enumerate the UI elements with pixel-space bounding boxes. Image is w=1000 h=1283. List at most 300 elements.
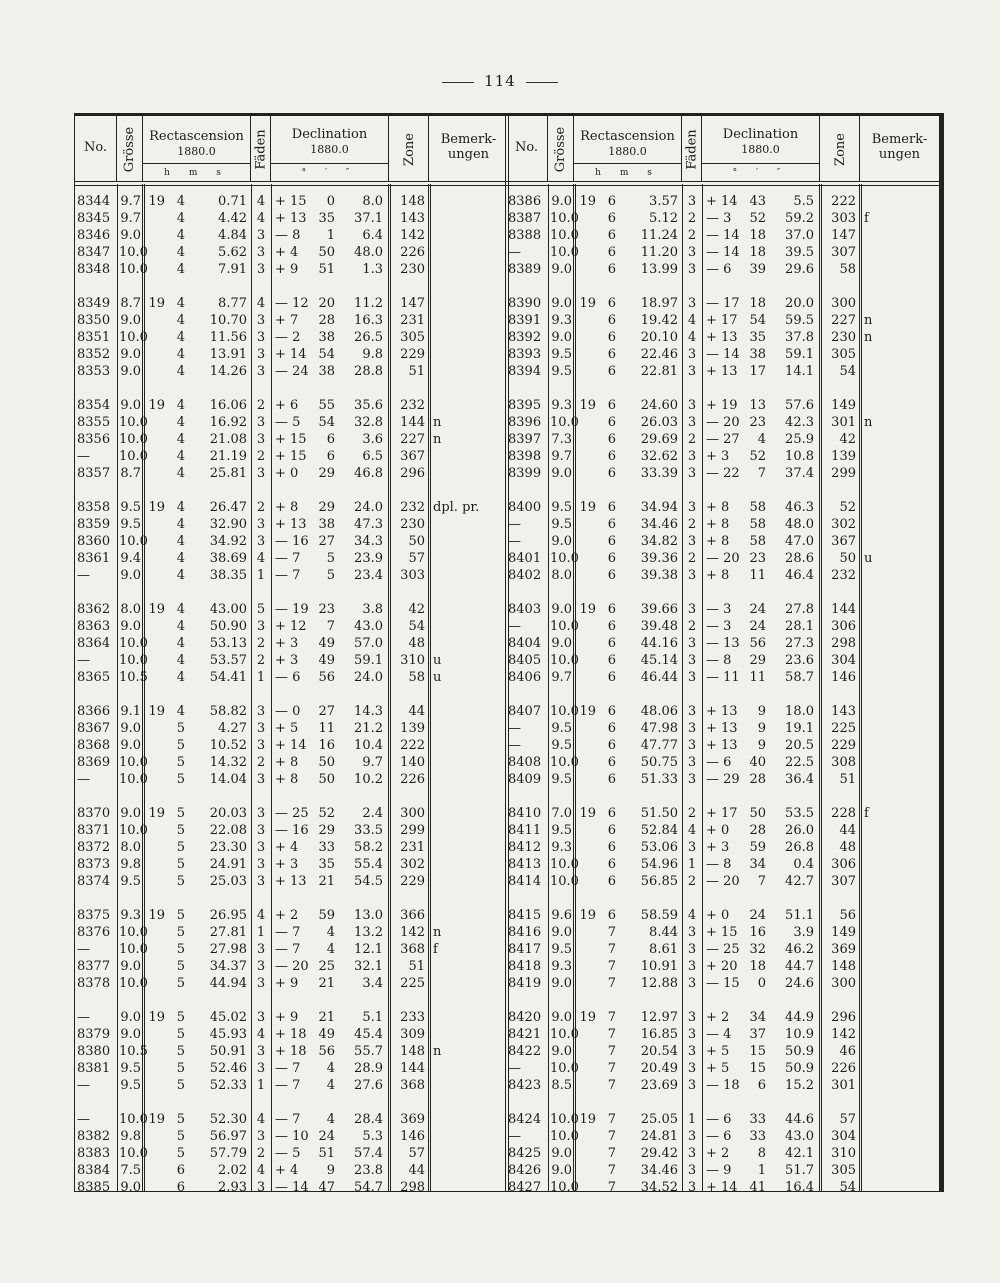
cell-no: 8394 [508, 364, 542, 379]
cell-dec-sec: 2.4 [362, 806, 383, 821]
table-row [506, 771, 939, 788]
cell-groesse: 9.0 [551, 925, 572, 940]
cell-dec-min: 59 [749, 840, 766, 855]
cell-groesse: 10.0 [119, 925, 148, 940]
cell-ra-m: 5 [176, 908, 185, 923]
cell-ra-h: 19 [148, 500, 165, 515]
table-row [506, 1179, 939, 1196]
cell-dec-deg: + 19 [706, 398, 738, 413]
cell-faeden: 2 [256, 449, 266, 464]
cell-ra-s: 47.98 [640, 721, 678, 736]
cell-groesse: 10.0 [550, 211, 579, 226]
cell-groesse: 9.0 [120, 1180, 141, 1195]
cell-dec-sec: 9.8 [362, 347, 383, 362]
cell-dec-deg: — 14 [706, 228, 740, 243]
cell-dec-sec: 37.0 [785, 228, 814, 243]
cell-ra-s: 52.30 [209, 1112, 247, 1127]
cell-faeden: 3 [687, 347, 697, 362]
cell-faeden: 2 [687, 551, 697, 566]
cell-ra-s: 11.24 [640, 228, 678, 243]
cell-dec-sec: 44.9 [785, 1010, 814, 1025]
cell-dec-min: 21 [318, 1010, 335, 1025]
cell-dec-sec: 32.8 [354, 415, 383, 430]
cell-ra-m: 6 [607, 262, 616, 277]
cell-ra-s: 16.85 [640, 1027, 678, 1042]
cell-no: 8361 [77, 551, 111, 566]
cell-faeden: 4 [256, 194, 266, 209]
cell-dec-min: 59 [318, 908, 335, 923]
cell-no: 8359 [77, 517, 111, 532]
cell-dec-min: 23 [749, 551, 766, 566]
cell-dec-min: 29 [318, 823, 335, 838]
cell-ra-s: 2.93 [218, 1180, 247, 1195]
cell-no: 8412 [508, 840, 542, 855]
cell-ra-s: 12.88 [640, 976, 678, 991]
cell-ra-m: 4 [176, 466, 185, 481]
cell-dec-sec: 23.8 [354, 1163, 383, 1178]
table-row [75, 227, 508, 244]
table-row [506, 856, 939, 873]
cell-dec-min: 23 [749, 415, 766, 430]
cell-groesse: 9.0 [551, 636, 572, 651]
cell-ra-s: 27.98 [209, 942, 247, 957]
header-no-label: No. [514, 140, 539, 155]
cell-no: 8358 [77, 500, 111, 515]
cell-ra-s: 39.66 [640, 602, 678, 617]
cell-dec-min: 7 [757, 466, 766, 481]
cell-ra-m: 4 [176, 602, 185, 617]
cell-zone: 232 [400, 500, 425, 515]
cell-no: 8426 [508, 1163, 542, 1178]
cell-dec-sec: 57.6 [785, 398, 814, 413]
table-row [75, 601, 508, 618]
cell-dec-deg: — 14 [706, 347, 740, 362]
cell-ra-m: 6 [607, 857, 616, 872]
cell-faeden: 3 [256, 364, 266, 379]
cell-groesse: 8.7 [120, 296, 141, 311]
table-row [506, 822, 939, 839]
cell-ra-m: 7 [607, 976, 616, 991]
cell-groesse: 10.0 [550, 1112, 579, 1127]
header-rectascension [574, 116, 682, 181]
cell-no: 8364 [77, 636, 111, 651]
table-row [75, 618, 508, 635]
cell-dec-deg: — 16 [275, 534, 309, 549]
cell-no: 8372 [77, 840, 111, 855]
cell-dec-deg: — 7 [275, 1078, 301, 1093]
cell-zone: 310 [400, 653, 425, 668]
cell-dec-min: 55 [318, 398, 335, 413]
cell-dec-min: 50 [318, 772, 335, 787]
cell-ra-h: 19 [148, 806, 165, 821]
cell-groesse: 9.0 [551, 976, 572, 991]
table-row [75, 295, 508, 312]
cell-ra-h: 19 [579, 500, 596, 515]
cell-dec-min: 25 [318, 959, 335, 974]
cell-dec-deg: — 25 [706, 942, 740, 957]
cell-dec-min: 1 [757, 1163, 766, 1178]
cell-ra-m: 5 [176, 1027, 185, 1042]
table-row [506, 329, 939, 346]
cell-dec-min: 28 [318, 313, 335, 328]
cell-dec-min: 16 [318, 738, 335, 753]
cell-ra-m: 5 [176, 772, 185, 787]
cell-groesse: 10.0 [119, 1112, 148, 1127]
cell-ra-m: 6 [607, 245, 616, 260]
table-row [506, 975, 939, 992]
cell-ra-h: 19 [148, 704, 165, 719]
cell-ra-m: 6 [607, 806, 616, 821]
cell-dec-deg: — 4 [706, 1027, 732, 1042]
cell-groesse: 10.0 [119, 432, 148, 447]
cell-zone: 54 [839, 364, 856, 379]
cell-dec-deg: + 14 [275, 738, 307, 753]
cell-dec-deg: + 4 [275, 840, 299, 855]
cell-dec-sec: 26.8 [785, 840, 814, 855]
cell-dec-min: 50 [318, 245, 335, 260]
cell-dec-deg: — 15 [706, 976, 740, 991]
cell-no: — [77, 1078, 90, 1093]
cell-dec-deg: + 13 [706, 721, 738, 736]
table-row [75, 346, 508, 363]
cell-ra-s: 8.61 [649, 942, 678, 957]
cell-ra-m: 6 [607, 704, 616, 719]
cell-faeden: 3 [687, 1010, 697, 1025]
cell-groesse: 9.0 [551, 1163, 572, 1178]
cell-ra-m: 6 [607, 330, 616, 345]
cell-dec-sec: 55.4 [354, 857, 383, 872]
cell-ra-s: 32.90 [209, 517, 247, 532]
cell-ra-m: 6 [607, 194, 616, 209]
cell-ra-m: 4 [176, 704, 185, 719]
cell-dec-deg: — 20 [706, 874, 740, 889]
cell-ra-s: 39.36 [640, 551, 678, 566]
cell-ra-s: 38.35 [209, 568, 247, 583]
cell-dec-min: 33 [749, 1129, 766, 1144]
cell-dec-sec: 58.7 [785, 670, 814, 685]
cell-ra-s: 45.14 [640, 653, 678, 668]
cell-zone: 48 [839, 840, 856, 855]
cell-faeden: 4 [256, 1112, 266, 1127]
cell-faeden: 1 [687, 857, 697, 872]
cell-zone: 148 [400, 194, 425, 209]
table-row [75, 1111, 508, 1128]
cell-dec-deg: + 3 [275, 636, 299, 651]
cell-faeden: 2 [256, 755, 266, 770]
cell-ra-s: 26.95 [209, 908, 247, 923]
cell-ra-s: 5.12 [649, 211, 678, 226]
cell-dec-sec: 28.4 [354, 1112, 383, 1127]
cell-ra-s: 38.69 [209, 551, 247, 566]
cell-faeden: 3 [687, 194, 697, 209]
cell-groesse: 10.0 [119, 942, 148, 957]
table-row [75, 941, 508, 958]
cell-no: 8423 [508, 1078, 542, 1093]
cell-dec-deg: + 4 [275, 245, 299, 260]
cell-no: 8357 [77, 466, 111, 481]
table-row [75, 567, 508, 584]
header-zone-rot [830, 124, 850, 174]
cell-faeden: 3 [256, 313, 266, 328]
cell-bemerk: f [864, 806, 869, 821]
table-row [75, 1128, 508, 1145]
cell-no: 8347 [77, 245, 111, 260]
cell-faeden: 3 [687, 704, 697, 719]
cell-no: — [77, 568, 90, 583]
table-row [75, 975, 508, 992]
cell-no: 8414 [508, 874, 542, 889]
cell-dec-deg: + 8 [275, 772, 299, 787]
cell-dec-deg: — 3 [706, 619, 732, 634]
cell-ra-s: 3.57 [649, 194, 678, 209]
cell-ra-s: 27.81 [209, 925, 247, 940]
table-row [75, 703, 508, 720]
cell-ra-h: 19 [148, 296, 165, 311]
cell-ra-m: 6 [607, 364, 616, 379]
cell-ra-m: 7 [607, 1112, 616, 1127]
cell-faeden: 3 [256, 415, 266, 430]
cell-no: 8351 [77, 330, 111, 345]
cell-groesse: 10.0 [550, 704, 579, 719]
cell-ra-m: 4 [176, 449, 185, 464]
cell-zone: 304 [831, 1129, 856, 1144]
cell-faeden: 3 [256, 432, 266, 447]
cell-no: 8419 [508, 976, 542, 991]
cell-dec-deg: — 8 [706, 857, 732, 872]
table-row [75, 754, 508, 771]
cell-groesse: 9.0 [551, 262, 572, 277]
cell-ra-s: 34.94 [640, 500, 678, 515]
cell-groesse: 9.3 [120, 908, 141, 923]
cell-zone: 305 [831, 1163, 856, 1178]
cell-faeden: 3 [256, 806, 266, 821]
cell-faeden: 3 [687, 262, 697, 277]
cell-groesse: 9.1 [120, 704, 141, 719]
cell-dec-sec: 5.5 [793, 194, 814, 209]
cell-faeden: 4 [256, 211, 266, 226]
cell-faeden: 3 [256, 245, 266, 260]
cell-dec-deg: — 20 [706, 551, 740, 566]
cell-dec-deg: — 6 [706, 262, 732, 277]
cell-faeden: 3 [256, 330, 266, 345]
header-bemerkungen [860, 116, 939, 181]
cell-dec-deg: + 17 [706, 313, 738, 328]
cell-ra-s: 47.77 [640, 738, 678, 753]
cell-ra-m: 6 [607, 823, 616, 838]
cell-ra-s: 34.46 [640, 1163, 678, 1178]
cell-ra-m: 5 [176, 959, 185, 974]
cell-dec-deg: — 19 [275, 602, 309, 617]
cell-groesse: 9.7 [551, 670, 572, 685]
header-dec-title: Declination [722, 127, 799, 142]
cell-dec-min: 20 [318, 296, 335, 311]
cell-no: 8378 [77, 976, 111, 991]
cell-dec-sec: 23.4 [354, 568, 383, 583]
cell-dec-min: 16 [749, 925, 766, 940]
cell-dec-min: 43 [749, 194, 766, 209]
header-no [506, 116, 548, 181]
table-row [75, 805, 508, 822]
cell-dec-sec: 58.2 [354, 840, 383, 855]
cell-groesse: 9.0 [120, 738, 141, 753]
cell-no: 8421 [508, 1027, 542, 1042]
table-row [75, 652, 508, 669]
cell-zone: 147 [400, 296, 425, 311]
cell-faeden: 3 [687, 976, 697, 991]
cell-faeden: 1 [256, 1078, 266, 1093]
cell-dec-min: 21 [318, 976, 335, 991]
cell-dec-min: 24 [749, 908, 766, 923]
header-faeden [251, 116, 271, 181]
cell-zone: 225 [400, 976, 425, 991]
cell-dec-sec: 44.6 [785, 1112, 814, 1127]
cell-dec-min: 17 [749, 364, 766, 379]
cell-dec-deg: — 7 [275, 551, 301, 566]
cell-groesse: 10.0 [550, 415, 579, 430]
cell-dec-deg: + 3 [275, 653, 299, 668]
cell-ra-s: 53.57 [209, 653, 247, 668]
table-row [75, 907, 508, 924]
cell-dec-min: 8 [757, 1146, 766, 1161]
cell-dec-min: 4 [326, 942, 335, 957]
cell-dec-sec: 45.4 [354, 1027, 383, 1042]
cell-faeden: 4 [687, 908, 697, 923]
cell-no: — [508, 517, 521, 532]
cell-zone: 46 [839, 1044, 856, 1059]
cell-no: 8380 [77, 1044, 111, 1059]
cell-dec-sec: 37.4 [785, 466, 814, 481]
cell-bemerk: n [864, 415, 873, 430]
cell-no: 8393 [508, 347, 542, 362]
cell-zone: 44 [408, 1163, 425, 1178]
cell-dec-deg: — 27 [706, 432, 740, 447]
cell-no: 8391 [508, 313, 542, 328]
cell-bemerk: n [433, 925, 442, 940]
cell-ra-s: 48.06 [640, 704, 678, 719]
table-row [75, 720, 508, 737]
cell-dec-deg: — 6 [706, 755, 732, 770]
cell-ra-s: 33.39 [640, 466, 678, 481]
cell-no: 8381 [77, 1061, 111, 1076]
cell-no: 8376 [77, 925, 111, 940]
cell-dec-min: 28 [749, 823, 766, 838]
cell-faeden: 3 [687, 534, 697, 549]
cell-ra-m: 5 [176, 721, 185, 736]
cell-dec-min: 4 [326, 925, 335, 940]
cell-ra-m: 6 [607, 534, 616, 549]
cell-groesse: 10.0 [550, 653, 579, 668]
cell-dec-deg: + 5 [706, 1044, 730, 1059]
cell-no: 8398 [508, 449, 542, 464]
cell-faeden: 3 [256, 1061, 266, 1076]
table-row [75, 414, 508, 431]
header-groesse-label: Grösse [553, 126, 569, 172]
cell-groesse: 10.0 [119, 755, 148, 770]
page-number: 114 [484, 72, 516, 90]
cell-dec-min: 7 [326, 619, 335, 634]
cell-ra-m: 5 [176, 755, 185, 770]
cell-ra-s: 56.97 [209, 1129, 247, 1144]
cell-no: 8366 [77, 704, 111, 719]
left-star-table [74, 115, 509, 1195]
cell-ra-s: 57.79 [209, 1146, 247, 1161]
table-row [506, 618, 939, 635]
cell-groesse: 9.5 [551, 942, 572, 957]
cell-dec-deg: — 24 [275, 364, 309, 379]
header-no [75, 116, 117, 181]
cell-dec-min: 6 [757, 1078, 766, 1093]
cell-no: 8354 [77, 398, 111, 413]
cell-zone: 144 [400, 1061, 425, 1076]
cell-ra-s: 20.54 [640, 1044, 678, 1059]
cell-zone: 226 [400, 245, 425, 260]
cell-groesse: 9.7 [551, 449, 572, 464]
cell-faeden: 3 [687, 840, 697, 855]
cell-no: 8417 [508, 942, 542, 957]
cell-faeden: 3 [687, 636, 697, 651]
cell-no: — [508, 1061, 521, 1076]
cell-faeden: 4 [256, 908, 266, 923]
table-row [75, 856, 508, 873]
cell-dec-min: 35 [749, 330, 766, 345]
cell-dec-sec: 10.2 [354, 772, 383, 787]
cell-dec-sec: 13.2 [354, 925, 383, 940]
cell-groesse: 10.0 [119, 823, 148, 838]
cell-faeden: 3 [256, 466, 266, 481]
cell-no: — [508, 619, 521, 634]
cell-faeden: 3 [256, 1129, 266, 1144]
cell-dec-sec: 47.0 [785, 534, 814, 549]
cell-dec-deg: + 15 [706, 925, 738, 940]
cell-zone: 367 [831, 534, 856, 549]
cell-dec-min: 35 [318, 211, 335, 226]
cell-no: 8415 [508, 908, 542, 923]
cell-ra-s: 21.08 [209, 432, 247, 447]
cell-dec-deg: + 15 [275, 432, 307, 447]
table-row [506, 958, 939, 975]
table-row [506, 363, 939, 380]
cell-dec-sec: 51.1 [785, 908, 814, 923]
cell-zone: 296 [831, 1010, 856, 1025]
cell-no: 8397 [508, 432, 542, 447]
cell-ra-s: 21.19 [209, 449, 247, 464]
cell-no: 8411 [508, 823, 542, 838]
cell-ra-s: 14.04 [209, 772, 247, 787]
cell-dec-sec: 34.3 [354, 534, 383, 549]
cell-dec-min: 15 [749, 1061, 766, 1076]
cell-dec-deg: + 13 [706, 364, 738, 379]
header-groesse-rot [120, 124, 140, 174]
cell-groesse: 10.0 [550, 755, 579, 770]
cell-ra-s: 32.62 [640, 449, 678, 464]
cell-zone: 229 [400, 347, 425, 362]
table-row [506, 567, 939, 584]
cell-dec-min: 9 [757, 704, 766, 719]
cell-dec-deg: — 3 [706, 602, 732, 617]
table-row [506, 1128, 939, 1145]
cell-no: 8383 [77, 1146, 111, 1161]
cell-no: 8422 [508, 1044, 542, 1059]
cell-no: 8371 [77, 823, 111, 838]
table-row [75, 193, 508, 210]
cell-no: — [77, 772, 90, 787]
header-ra-title: Rectascension [149, 129, 244, 144]
cell-faeden: 3 [687, 245, 697, 260]
cell-zone: 232 [831, 568, 856, 583]
cell-zone: 57 [839, 1112, 856, 1127]
cell-dec-min: 18 [749, 245, 766, 260]
cell-groesse: 9.7 [120, 211, 141, 226]
